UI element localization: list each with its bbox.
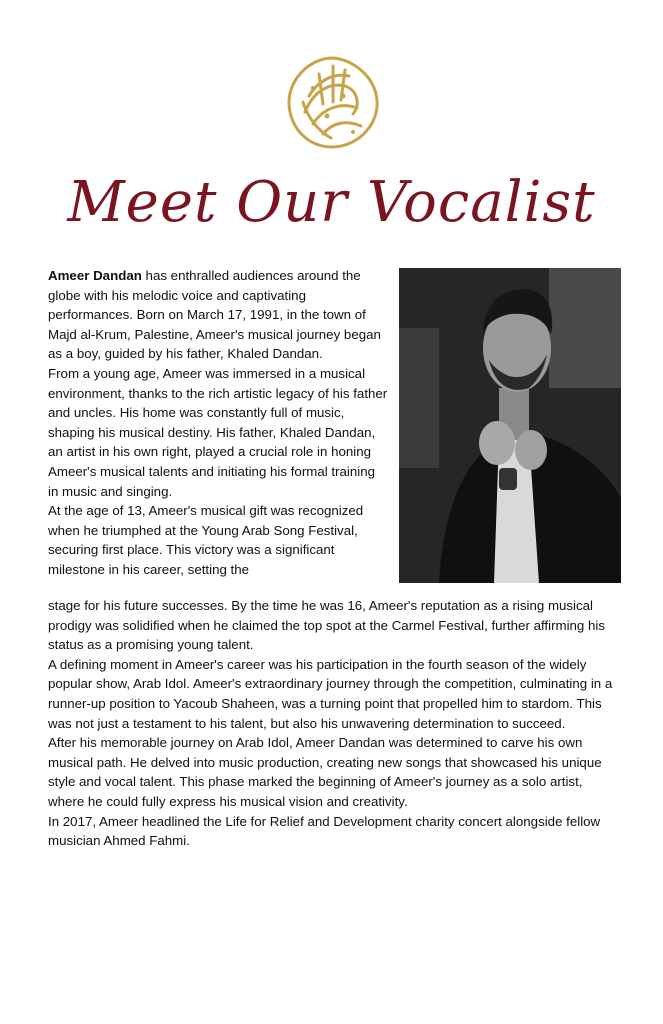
body-paragraph-3-end: stage for his future successes. By the time he was 16, Ameer's reputation as a rising musical prodigy was solidified when he claimed the top spot at the Carmel Festival, further affirming his status as a promising young talent.: [48, 598, 606, 653]
vocalist-photo: [399, 268, 621, 583]
intro-paragraph-2: From a young age, Ameer was immersed in a musical environment, thanks to the rich artistic legacy of his father and uncles. His home was constantly full of music, shaping his musical destiny. His father, Khaled Dandan, an artist in his own right, played a crucial role in honing Ameer's musical talents and initiating his formal training in music and singing.: [48, 365, 388, 499]
intro-paragraph-1: [48, 266, 388, 364]
body-paragraph-4: A defining moment in Ameer's career was his participation in the fourth season of the widely popular show, Arab Idol. Ameer's extraordinary journey through the competition, culminating in a runner-up position to Yacoub Shaheen, was a turning point that propelled him to stardom. This was not just a testament to his talent, but also his unwavering determination to succeed.: [48, 656, 613, 731]
body-paragraph-5: After his memorable journey on Arab Idol, Ameer Dandan was determined to carve his own musical path. He delved into music production, creating new songs that showcased his unique style and vocal talent. This phase marked the beginning of Ameer's journey as a solo artist, where he could fully express his musical vision and creativity.: [48, 735, 602, 809]
page-title: Meet Our Vocalist: [67, 170, 596, 235]
body-paragraph-6: In 2017, Ameer headlined the Life for Relief and Development charity concert alongside fellow musician Ahmed Fahmi.: [48, 813, 601, 849]
intro-paragraph-3-start: At the age of 13, Ameer's musical gift was recognized when he triumphed at the Young Arab Song Festival, securing first place. This victory was a significant milestone in his career, setting the: [48, 503, 364, 577]
intro-column: [48, 266, 388, 580]
calligraphy-logo-icon: [283, 52, 383, 152]
body-text: [48, 596, 622, 851]
vocalist-name: Ameer Dandan: [48, 268, 142, 283]
intro-paragraph-1-text: has enthralled audiences around the globe with his melodic voice and captivating performances. Born on March 17, 1991, in the town of Majd al-Krum, Palestine, Ameer's musical journey began as a boy, guided by his father, Khaled Dandan.: [48, 268, 381, 362]
